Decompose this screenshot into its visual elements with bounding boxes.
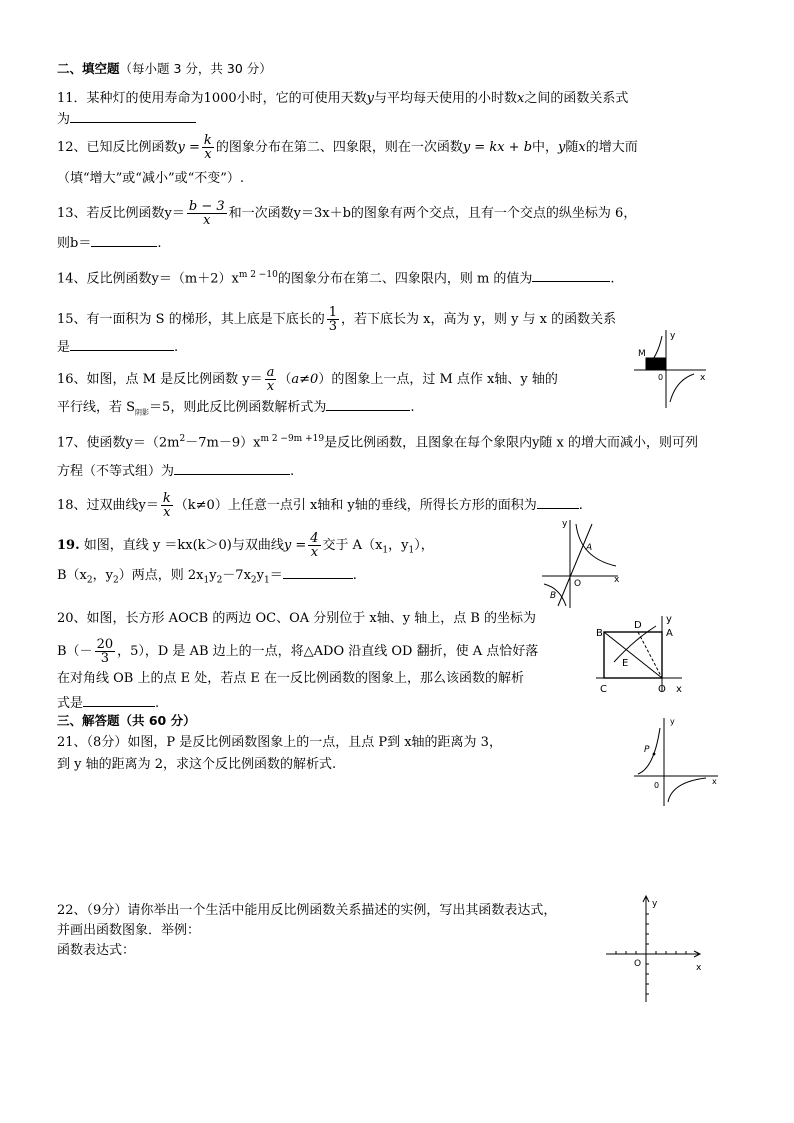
svg-text:M: M [638,349,646,359]
question-16-line2: 平行线，若 $S_{阴影}=5$，则此反比例函数解析式为 . [57,400,415,417]
question-20-line1: 20、如图，长方形 AOCB 的两边 OC、OA 分别位于 x轴、y 轴上，点 B 的坐标为 [57,611,537,626]
answer-blank[interactable] [70,110,196,123]
svg-text:D: D [634,620,642,631]
section-3-header: 三、解答题（共 60 分） [57,713,196,728]
svg-text:O: O [574,579,582,589]
svg-text:A: A [586,543,593,553]
question-11-line1: 11．某种灯的使用寿命为1000小时，它的可使用天数y与平均每天使用的小时数x之间的函数关系式 [57,91,629,106]
svg-text:x: x [676,684,682,695]
question-15-line1: 15、有一面积为 S 的梯形，其上底是下底长的 $\frac{1}{3}$ ，若下底长为 x，高为 y，则 y 与 x 的函数关系 [57,305,617,334]
question-21-line1: 21、（8分）如图，P 是反比例函数图象上的一点，且点 P到 x轴的距离为 3， [57,735,502,750]
question-22-line1: 22、（9分）请你举出一个生活中能用反比例函数关系描述的实例，写出其函数表达式， [57,903,557,918]
svg-text:y: y [562,519,568,529]
question-20-line3: 在对角线 OB 上的点 E 处，若点 E 在一反比例函数的图象上，那么该函数的解析 [57,671,524,686]
svg-text:E: E [622,658,629,669]
question-19-line2: $B(x_2$，$y_2$）两点，则 $2x_1y_2-7x_2y_1=$ . [57,568,357,586]
answer-blank[interactable] [537,496,579,509]
svg-text:O: O [634,959,642,969]
figure-20-graph [592,612,692,696]
answer-blank[interactable] [70,338,174,351]
svg-text:P: P [644,745,650,755]
question-15-line2: 是 . [57,340,179,355]
svg-text:x: x [614,575,620,585]
question-20-line2: B（－ $\frac{20}{3}$ ，5），D 是 AB 边上的一点，将△ADO 沿直线 OD 翻折，使 A 点恰好落 [57,637,539,666]
question-18: 18、过双曲线y＝ $\frac{k}{x}$ （k≠0）上任意一点引 x轴和 y轴的垂线，所得长方形的面积为 . [57,491,583,520]
question-14: 14、反比例函数$y=(m+2)x^{m 2 -10}$的图象分布在第二、四象限内，则 m 的值为 . [57,270,615,287]
question-22-line2: 并画出函数图象．举例： [57,923,201,938]
question-12-line1: 12、已知反比例函数y = $\frac{k}{x}$ 的图象分布在第二、四象限，则在一次函数y = kx + b中，y随x的增大而 [57,133,638,162]
question-22-line3: 函数表达式： [57,943,136,958]
question-12-line2: （填“增大”或“减小”或“不变”）. [57,171,245,186]
svg-text:C: C [600,684,607,695]
svg-text:0: 0 [658,373,664,382]
question-13-line1: 13、若反比例函数y＝ $\frac{b - 3}{x}$ 和一次函数y＝3x＋b的图象有两个交点，且有一个交点的纵坐标为 6， [57,199,637,228]
svg-text:x: x [696,963,702,973]
svg-text:B: B [596,628,603,639]
svg-text:y: y [670,717,675,726]
answer-blank[interactable] [532,269,610,282]
question-21-line2: 到 y 轴的距离为 2，求这个反比例函数的解析式. [57,757,337,772]
figure-19-graph [540,518,622,610]
svg-text:x: x [700,373,706,383]
svg-text:y: y [666,614,672,625]
svg-text:y: y [670,331,676,341]
svg-text:0: 0 [654,781,660,790]
svg-text:O: O [658,684,666,695]
answer-blank[interactable] [174,462,290,475]
question-19-line1: 19. 如图，直线 y ＝kx(k＞0)与双曲线y = $\frac{4}{x}$ 交于 $A(x_1$，$y_1$）， [57,531,434,560]
question-13-line2: 则b＝ . [57,236,162,251]
svg-text:B: B [550,591,557,601]
figure-16-graph [630,328,710,410]
figure-22-axes [604,892,708,1004]
question-17-line1: 17、使函数$y=(2m^2-7m-9)x^{m 2 -9m +19}$是反比例函数，且图象在每个象限内y随 x 的增大而减小，则可列 [57,434,699,451]
answer-blank[interactable] [91,234,157,247]
answer-blank[interactable] [326,398,410,411]
svg-text:A: A [666,628,673,639]
question-16-line1: 16、如图，点 M 是反比例函数 y＝ $\frac{a}{x}$ （a≠0）的图象上一点，过 M 点作 x轴、y 轴的 [57,365,558,394]
answer-blank[interactable] [283,566,353,579]
section-2-header: 二、填空题（每小题 3 分，共 30 分） [57,61,272,76]
question-20-line4: 式是 . [57,696,160,711]
svg-text:x: x [712,777,717,786]
question-17-line2: 方程（不等式组）为 . [57,464,295,479]
answer-blank[interactable] [83,694,155,707]
question-11-line2: 为 [57,110,196,129]
figure-21-graph [632,716,724,808]
svg-text:y: y [652,899,658,909]
